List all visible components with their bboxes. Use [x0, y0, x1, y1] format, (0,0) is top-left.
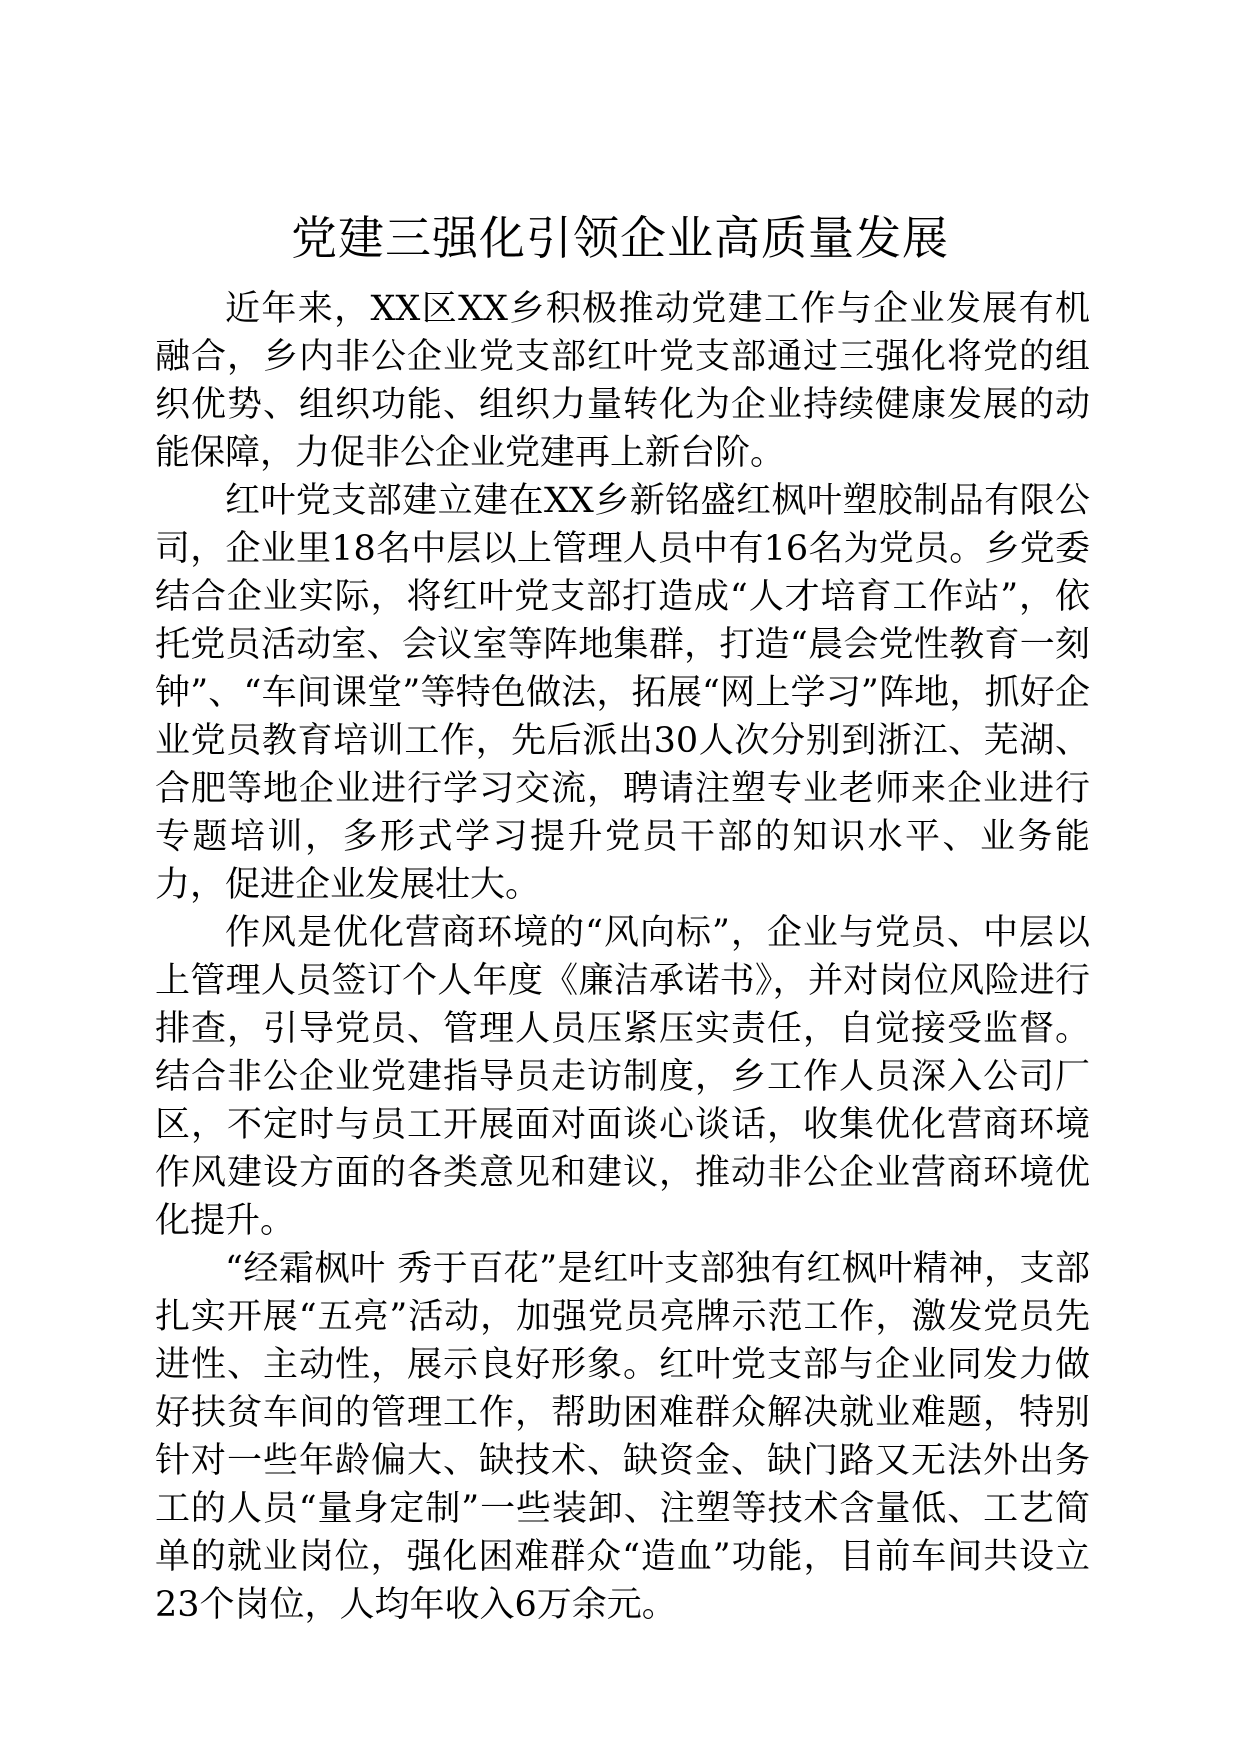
- document-title: 党建三强化引领企业高质量发展: [291, 211, 949, 265]
- paragraph: 近年来，XX区XX乡积极推动党建工作与企业发展有机融合，乡内非公企业党支部红叶党支部通过三强化将党的组织优势、组织功能、组织力量转化为企业持续健康发展的动能保障，力促非公企业党建再上新台阶。: [155, 289, 1090, 473]
- document-body: [155, 285, 1090, 1629]
- paragraph: 作风是优化营商环境的“风向标”，企业与党员、中层以上管理人员签订个人年度《廉洁承诺书》，并对岗位风险进行排查，引导党员、管理人员压紧压实责任，自觉接受监督。结合非公企业党建指导员走访制度，乡工作人员深入公司厂区，不定时与员工开展面对面谈心谈话，收集优化营商环境作风建设方面的各类意见和建议，推动非公企业营商环境优化提升。: [155, 913, 1090, 1241]
- paragraph: 红叶党支部建立建在XX乡新铭盛红枫叶塑胶制品有限公司，企业里18名中层以上管理人员中有16名为党员。乡党委结合企业实际，将红叶党支部打造成“人才培育工作站”，依托党员活动室、会议室等阵地集群，打造“晨会党性教育一刻钟”、“车间课堂”等特色做法，拓展“网上学习”阵地，抓好企业党员教育培训工作，先后派出30人次分别到浙江、芜湖、合肥等地企业进行学习交流，聘请注塑专业老师来企业进行专题培训，多形式学习提升党员干部的知识水平、业务能力，促进企业发展壮大。: [155, 481, 1090, 905]
- paragraph: “经霜枫叶 秀于百花”是红叶支部独有红枫叶精神，支部扎实开展“五亮”活动，加强党员亮牌示范工作，激发党员先进性、主动性，展示良好形象。红叶党支部与企业同发力做好扶贫车间的管理工作，帮助困难群众解决就业难题，特别针对一些年龄偏大、缺技术、缺资金、缺门路又无法外出务工的人员“量身定制”一些装卸、注塑等技术含量低、工艺简单的就业岗位，强化困难群众“造血”功能，目前车间共设立23个岗位，人均年收入6万余元。: [155, 1249, 1090, 1625]
